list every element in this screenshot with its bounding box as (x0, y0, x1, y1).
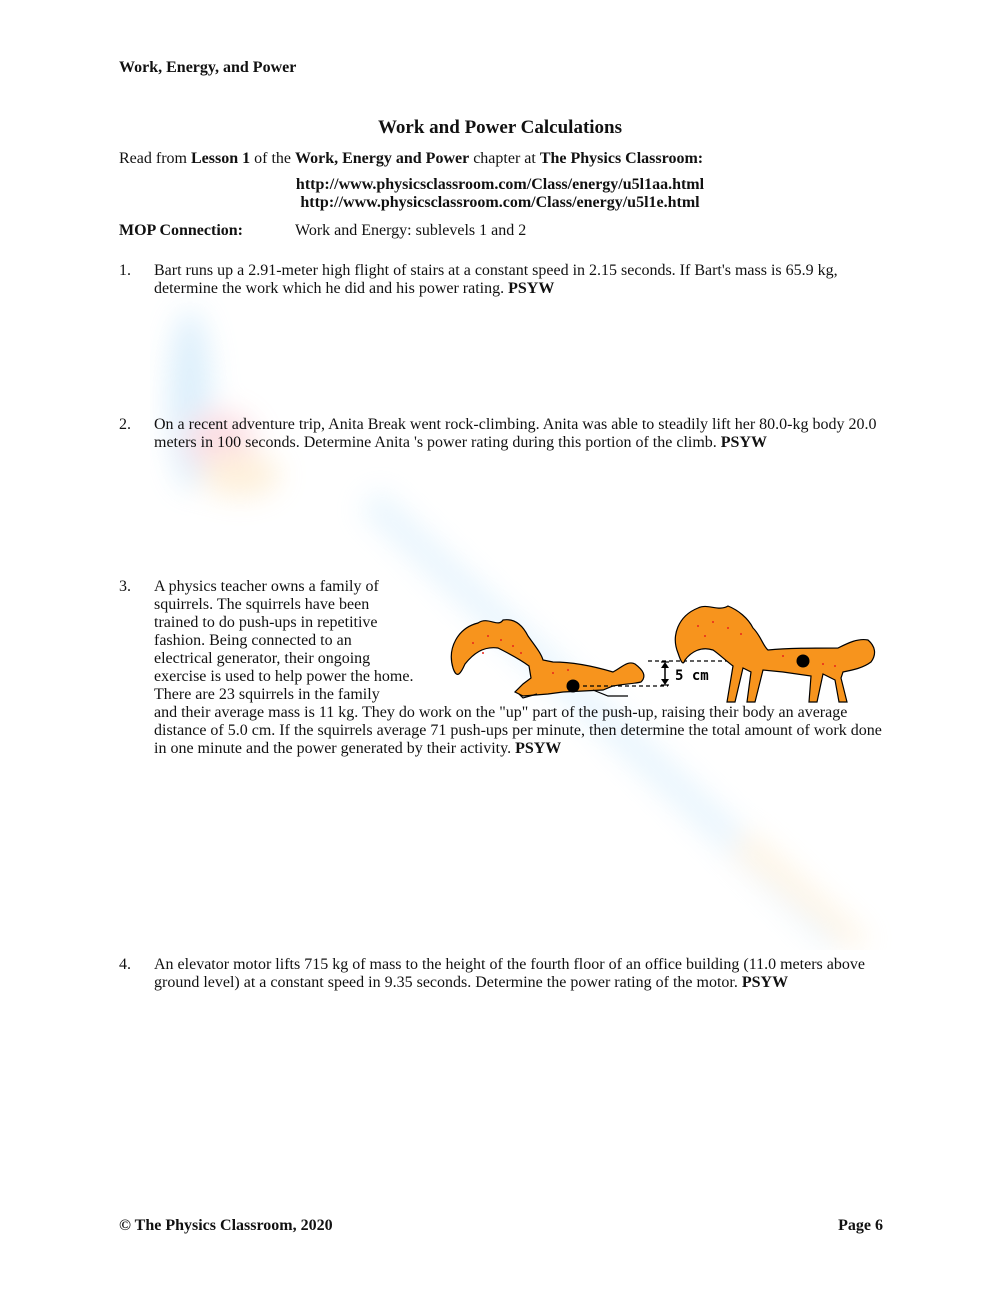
psyw-tag: PSYW (720, 434, 768, 451)
reading-mid1: of the (250, 150, 295, 167)
squirrel-up-icon (675, 606, 874, 702)
question-text: and their average mass is 11 kg. They do work on the "up" part of the push-up, raising their body an average distance of 5.0 cm. If the squirrels average 71 push-ups per minute, then determine the total amount of work done in one minute and the power generated by their activity. PSYW (154, 704, 882, 757)
psyw-tag: PSYW (508, 280, 555, 297)
reading-mid2: chapter at (469, 150, 540, 167)
question-text: On a recent adventure trip, Anita Break went rock-climbing. Anita was able to steadily lift her 80.0-kg body 20.0 meters in 100 seconds. Determine Anita 's power rating during this portion of the climb. PSYW (154, 416, 877, 451)
question-2 (119, 416, 889, 452)
question-1 (119, 262, 889, 298)
page-title: Work and Power Calculations (377, 117, 623, 138)
psyw-tag: PSYW (515, 740, 562, 757)
reading-instructions (119, 150, 703, 168)
url-link[interactable]: http://www.physicsclassroom.com/Class/energy/u5l1e.html (300, 194, 700, 211)
running-head: Work, Energy, and Power (119, 59, 297, 76)
reading-prefix: Read from (119, 150, 191, 167)
question-4 (119, 956, 889, 992)
question-text: An elevator motor lifts 715 kg of mass to the height of the fourth floor of an office building (11.0 meters above ground level) at a constant speed in 9.35 seconds. Determine the power rating of the motor. PSYW (154, 956, 865, 991)
url-link[interactable]: http://www.physicsclassroom.com/Class/energy/u5l1aa.html (295, 176, 705, 193)
mop-connection (119, 222, 526, 240)
reading-urls (0, 176, 1000, 212)
question-text-wrap: A physics teacher owns a family of squirrels. The squirrels have been trained to do push-ups in repetitive fashion. Being connected to an electrical generator, their ongoing exercise is used to help power the home. There are 23 squirrels in the family (154, 578, 414, 703)
question-text: Bart runs up a 2.91-meter high flight of stairs at a constant speed in 2.15 seconds. If Bart's mass is 65.9 kg, determine the work which he did and his power rating. PSYW (154, 262, 838, 297)
site-name: The Physics Classroom: (539, 150, 704, 167)
question-number: 4. (119, 956, 131, 973)
psyw-tag: PSYW (741, 974, 789, 991)
question-number: 1. (119, 262, 131, 279)
lesson-name: Lesson 1 (190, 150, 251, 167)
question-number: 3. (119, 578, 131, 595)
measurement-label: 5 cm (675, 668, 709, 684)
mop-label: MOP Connection: (119, 222, 243, 239)
chapter-name: Work, Energy and Power (294, 150, 470, 167)
question-number: 2. (119, 416, 131, 433)
mop-value: Work and Energy: sublevels 1 and 2 (295, 222, 527, 239)
footer-copyright: © The Physics Classroom, 2020 (119, 1217, 333, 1234)
squirrel-pushup-figure (443, 598, 883, 710)
squirrel-down-icon (451, 620, 644, 698)
footer-page-number: Page 6 (838, 1217, 883, 1234)
